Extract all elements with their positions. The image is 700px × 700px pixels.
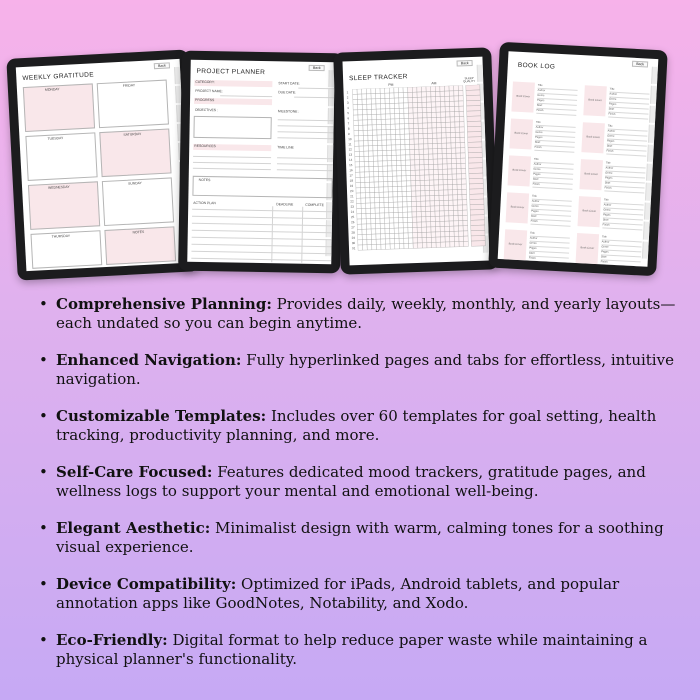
book-field: Author xyxy=(533,163,573,170)
book-field: Title xyxy=(610,88,650,95)
book-field: Start xyxy=(605,181,645,188)
book-cover-placeholder[interactable]: Book Cover xyxy=(506,192,530,223)
tablet-book-log xyxy=(488,42,668,276)
book-cover-placeholder[interactable]: Book Cover xyxy=(511,81,535,112)
feature-list xyxy=(36,295,681,687)
book-field: Genre xyxy=(537,94,577,101)
book-field: Start xyxy=(607,144,647,151)
feature-label: Enhanced Navigation: xyxy=(56,351,242,369)
book-field: Author xyxy=(530,237,570,244)
page-title: WEEKLY GRATITUDE xyxy=(22,71,95,83)
feature-text: Minimalist design with warm, calming tones for a soothing visual experience. xyxy=(56,519,664,556)
svg-text:19: 19 xyxy=(349,183,354,188)
book-cover-placeholder[interactable]: Book Cover xyxy=(509,118,533,149)
book-cover-placeholder[interactable]: Book Cover xyxy=(581,122,605,153)
book-field: Finish xyxy=(606,149,646,156)
feature-text: Optimized for iPads, Android tablets, and popular annotation apps like GoodNotes, Notability, and Xodo. xyxy=(56,575,620,612)
book-field: Finish xyxy=(531,220,571,227)
svg-text:28: 28 xyxy=(351,230,355,235)
section-label: OBJECTIVES : xyxy=(194,107,218,113)
column-label: ACTION PLAN xyxy=(193,200,216,206)
field-label: START DATE: xyxy=(278,81,300,86)
book-field: Finish xyxy=(600,260,640,266)
feature-label: Device Compatibility: xyxy=(56,575,237,593)
book-field: Title xyxy=(534,158,574,165)
weekly-gratitude-page xyxy=(16,59,190,271)
book-field: Start xyxy=(535,141,575,148)
sleep-tracker-page xyxy=(342,57,489,266)
back-button[interactable]: Back xyxy=(457,60,473,67)
book-field: Genre xyxy=(603,208,643,215)
svg-text:14: 14 xyxy=(348,157,353,162)
book-field: Pages xyxy=(537,99,577,106)
column-label: DEADLINE xyxy=(276,202,294,207)
book-field: Finish xyxy=(602,223,642,230)
svg-text:30: 30 xyxy=(351,240,356,246)
book-field: Title xyxy=(536,121,576,128)
day-label: SATURDAY xyxy=(123,131,142,137)
page-title: PROJECT PLANNER xyxy=(196,67,266,77)
feature-item xyxy=(36,519,681,557)
bullet-icon: • xyxy=(39,631,48,649)
svg-text:16: 16 xyxy=(349,168,353,173)
section-label: NOTES xyxy=(198,177,211,183)
back-button[interactable]: Back xyxy=(309,65,325,71)
feature-label: Self-Care Focused: xyxy=(56,463,213,481)
svg-text:6: 6 xyxy=(347,116,350,121)
pm-label: PM xyxy=(388,82,394,87)
page-title: BOOK LOG xyxy=(517,61,556,71)
field-label: DUE DATE: xyxy=(278,90,297,95)
book-field: Pages xyxy=(529,247,569,254)
book-field: Title xyxy=(530,232,570,239)
feature-item xyxy=(36,295,681,333)
svg-text:5: 5 xyxy=(347,111,350,116)
feature-item xyxy=(36,351,681,389)
book-field: Genre xyxy=(609,98,649,105)
book-field: Pages xyxy=(607,139,647,146)
book-field: Finish xyxy=(529,257,569,264)
book-field: Title xyxy=(602,235,642,242)
back-button[interactable]: Back xyxy=(154,62,170,69)
feature-label: Comprehensive Planning: xyxy=(56,295,272,313)
book-field: Genre xyxy=(531,205,571,212)
objectives-box[interactable] xyxy=(193,116,271,139)
book-entry[interactable] xyxy=(509,118,579,156)
book-field: Author xyxy=(537,89,577,96)
book-field: Title xyxy=(606,161,646,168)
svg-text:10: 10 xyxy=(348,137,352,142)
svg-text:29: 29 xyxy=(351,235,356,240)
project-planner-page xyxy=(187,60,335,264)
svg-text:13: 13 xyxy=(348,152,353,157)
book-field: Start xyxy=(608,108,648,115)
svg-text:24: 24 xyxy=(350,209,355,214)
book-entry[interactable] xyxy=(581,122,651,160)
book-field: Finish xyxy=(604,186,644,193)
day-label: FRIDAY xyxy=(122,83,136,88)
svg-text:7: 7 xyxy=(347,121,350,126)
book-field: Genre xyxy=(601,245,641,252)
book-cover-placeholder[interactable]: Book Cover xyxy=(577,196,601,227)
book-cover-placeholder[interactable]: Book Cover xyxy=(576,233,600,264)
page-title: SLEEP TRACKER xyxy=(348,73,408,83)
book-field: Pages xyxy=(531,210,571,217)
feature-label: Eco-Friendly: xyxy=(56,631,168,649)
svg-text:25: 25 xyxy=(350,214,355,220)
day-label: WEDNESDAY xyxy=(48,184,70,190)
book-field: Genre xyxy=(533,168,573,175)
book-entry[interactable] xyxy=(503,229,573,266)
book-field: Pages xyxy=(535,136,575,143)
field-label: CATEGORY: xyxy=(195,79,215,85)
svg-text:3: 3 xyxy=(346,100,349,105)
notes-box[interactable] xyxy=(192,176,332,198)
svg-text:15: 15 xyxy=(349,163,353,168)
book-field: Title xyxy=(608,125,648,132)
tablet-sleep-tracker xyxy=(333,47,499,274)
svg-text:17: 17 xyxy=(349,173,353,178)
bullet-icon: • xyxy=(39,519,48,537)
day-label: THURSDAY xyxy=(51,233,71,239)
svg-text:23: 23 xyxy=(350,204,354,209)
day-label: TUESDAY xyxy=(47,136,64,141)
svg-text:12: 12 xyxy=(348,147,352,152)
book-field: Finish xyxy=(534,146,574,153)
book-field: Title xyxy=(538,84,578,91)
book-entry[interactable] xyxy=(577,196,647,234)
book-field: Pages xyxy=(601,250,641,257)
book-field: Start xyxy=(533,178,573,185)
svg-text:21: 21 xyxy=(350,194,354,199)
svg-text:9: 9 xyxy=(347,131,350,136)
svg-text:26: 26 xyxy=(351,220,355,225)
book-field: Title xyxy=(604,198,644,205)
book-field: Author xyxy=(535,126,575,133)
back-button[interactable]: Back xyxy=(632,61,648,68)
book-field: Author xyxy=(605,166,645,173)
book-log-page xyxy=(498,51,659,267)
bullet-icon: • xyxy=(39,463,48,481)
section-label: MILESTONE : xyxy=(277,109,300,114)
book-field: Genre xyxy=(607,135,647,142)
bullet-icon: • xyxy=(39,575,48,593)
book-field: Genre xyxy=(535,131,575,138)
book-field: Start xyxy=(601,255,641,262)
feature-label: Elegant Aesthetic: xyxy=(56,519,211,537)
book-field: Genre xyxy=(529,242,569,249)
day-label: SUNDAY xyxy=(127,180,142,186)
bullet-icon: • xyxy=(39,351,48,369)
book-entry[interactable] xyxy=(507,155,577,193)
svg-text:31: 31 xyxy=(351,246,356,251)
feature-item xyxy=(36,407,681,445)
svg-text:4: 4 xyxy=(347,105,349,110)
sleep-quality-label: SLEEP QUALITY xyxy=(463,75,476,84)
column-label: COMPLETE xyxy=(305,202,324,208)
book-cover-placeholder[interactable]: Book Cover xyxy=(579,159,603,190)
day-label: MONDAY xyxy=(44,87,60,92)
section-label: RESOURCES xyxy=(194,143,216,149)
book-field: Finish xyxy=(608,113,648,120)
feature-text: Provides daily, weekly, monthly, and yearly layouts—each undated so you can begin anytime. xyxy=(56,295,676,332)
svg-text:27: 27 xyxy=(351,225,355,230)
feature-text: Features dedicated mood trackers, gratitude pages, and wellness logs to support your mental and emotional well-being. xyxy=(56,463,646,500)
svg-text:22: 22 xyxy=(350,199,354,204)
svg-text:11: 11 xyxy=(348,142,352,147)
tablet-weekly-gratitude xyxy=(6,49,199,280)
feature-item xyxy=(36,463,681,501)
book-field: Pages xyxy=(603,213,643,220)
book-field: Start xyxy=(603,218,643,225)
svg-text:20: 20 xyxy=(349,189,354,194)
day-label: NOTES xyxy=(132,229,145,235)
section-label: TIME LINE xyxy=(277,145,294,150)
book-field: Author xyxy=(603,203,643,210)
svg-text:8: 8 xyxy=(347,126,350,131)
book-entry[interactable] xyxy=(575,233,645,267)
book-entry[interactable] xyxy=(579,159,649,197)
book-field: Finish xyxy=(532,183,572,190)
book-cover-placeholder[interactable]: Book Cover xyxy=(583,85,607,116)
book-field: Start xyxy=(537,104,577,111)
feature-text: Digital format to help reduce paper waste while maintaining a physical planner's functionality. xyxy=(56,631,648,668)
svg-text:1: 1 xyxy=(346,90,349,95)
book-field: Genre xyxy=(605,171,645,178)
tablet-project-planner xyxy=(178,51,344,274)
feature-label: Customizable Templates: xyxy=(56,407,267,425)
book-entry[interactable] xyxy=(583,85,653,123)
book-field: Author xyxy=(532,200,572,207)
book-field: Title xyxy=(532,195,572,202)
bullet-icon: • xyxy=(39,407,48,425)
book-entry[interactable] xyxy=(505,192,575,230)
feature-item xyxy=(36,575,681,613)
feature-text: Includes over 60 templates for goal setting, health tracking, productivity planning, and more. xyxy=(56,407,657,444)
book-field: Pages xyxy=(605,176,645,183)
book-field: Author xyxy=(609,93,649,100)
field-label: PROGRESS xyxy=(195,97,215,103)
book-field: Start xyxy=(531,215,571,222)
book-field: Pages xyxy=(609,103,649,110)
book-field: Finish xyxy=(536,109,576,116)
feature-text: Fully hyperlinked pages and tabs for effortless, intuitive navigation. xyxy=(56,351,674,388)
am-label: AM xyxy=(431,81,437,86)
field-label: PROJECT NAME: xyxy=(195,88,223,94)
feature-item xyxy=(36,631,681,669)
book-entry[interactable] xyxy=(511,81,581,119)
bullet-icon: • xyxy=(39,295,48,313)
book-cover-placeholder[interactable]: Book Cover xyxy=(504,229,528,260)
svg-text:18: 18 xyxy=(349,178,354,183)
svg-text:2: 2 xyxy=(346,95,349,100)
book-field: Author xyxy=(607,130,647,137)
book-field: Start xyxy=(529,252,569,259)
book-cover-placeholder[interactable]: Book Cover xyxy=(508,155,532,186)
book-field: Author xyxy=(602,240,642,247)
book-field: Pages xyxy=(533,173,573,180)
